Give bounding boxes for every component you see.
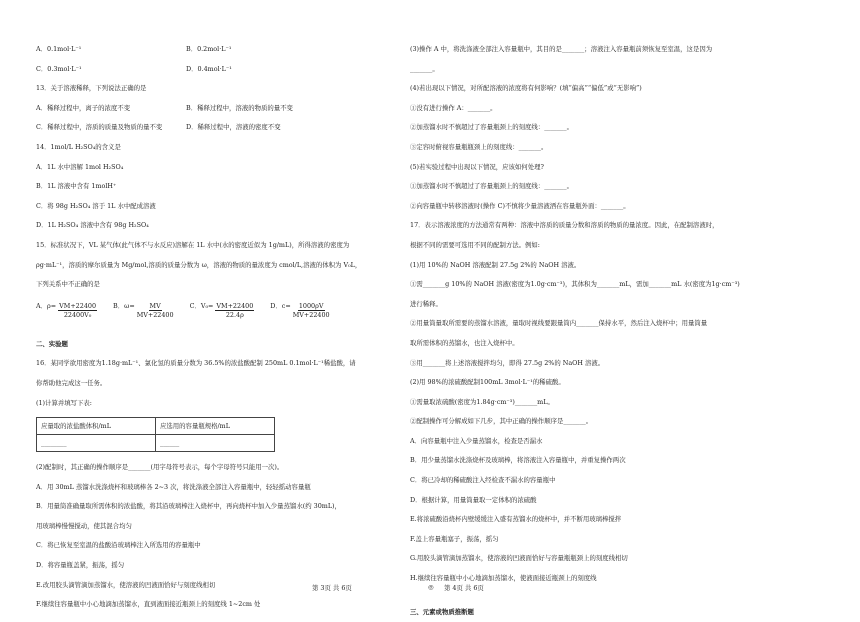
fraction-numerator: 1000ρV bbox=[298, 301, 324, 310]
q15-formula-b bbox=[113, 297, 174, 319]
q16-step-b-cont: 用玻璃棒慢慢搅动，使其混合均匀 bbox=[36, 521, 132, 530]
q16-cont-line: _______。 bbox=[410, 64, 439, 73]
q14-option-c: C．将 98g H₂SO₄ 溶于 1L 水中配成溶液 bbox=[36, 201, 156, 210]
fraction-denominator: 22400V₀ bbox=[63, 310, 92, 319]
fraction-denominator: MV+22400 bbox=[136, 310, 174, 319]
q16-part2-line: (2)配制时，其正确的操作顺序是_______(用字母符号表示，每个字母符号只能用一次)。 bbox=[36, 463, 284, 472]
q17-step-g: G.用胶头滴管滴加蒸馏水，使溶液的凹液面恰好与容量瓶瓶颈上的刻度线相切 bbox=[410, 554, 628, 563]
q16-line-1: 16．某同学欲用密度为1.18g·mL⁻¹、氯化氢的质量分数为 36.5%的浓盐酸配制 250mL 0.1mol·L⁻¹稀盐酸，请 bbox=[36, 359, 356, 368]
page-footer-left: 第 3页 共 6页 bbox=[312, 584, 352, 592]
q15-line-2: ρg·mL⁻¹，溶质的摩尔质量为 Mg/mol,溶质的质量分数为 ω，溶液的物质的量浓度为 cmol/L,溶液的体积为 V₀L， bbox=[36, 260, 362, 269]
q16-cont-line: (3)操作 A 中，将洗涤液全部注入容量瓶中，其目的是_______；溶液注入容量瓶前须恢复至室温，这是因为 bbox=[410, 45, 713, 53]
q17-line: ②配制操作可分解成如下几步，其中正确的操作顺序是_______。 bbox=[410, 417, 593, 426]
q13-stem: 13．关于溶液稀释，下列说法正确的是 bbox=[36, 84, 147, 93]
q14-stem: 14．1mol/L H₂SO₄的含义是 bbox=[36, 142, 121, 151]
section-heading-experiment: 二、实验题 bbox=[36, 339, 68, 348]
formula-prefix: A．ρ= bbox=[36, 301, 57, 310]
right-column bbox=[410, 40, 798, 622]
q17-step-a: A．向容量瓶中注入少量蒸馏水，检查是否漏水 bbox=[410, 436, 543, 445]
q17-line: 取所需体积的蒸馏水，也注入烧杯中。 bbox=[410, 338, 519, 347]
table-header-cell: 应量取的浓盐酸体积/mL bbox=[37, 418, 156, 435]
q15-formula-a bbox=[36, 297, 97, 319]
fraction bbox=[215, 302, 254, 319]
q17-line: ①需量取浓硫酸(密度为1.84g·cm⁻³)_______mL。 bbox=[410, 397, 554, 406]
q16-cont-line: ②向容量瓶中转移溶液时(操作 C)不慎将少量溶液洒在容量瓶外面：_______。 bbox=[410, 201, 630, 210]
q17-step-h: H.继续往容量瓶中小心地滴加蒸馏水，使液面接近瓶颈上的刻度线 bbox=[410, 574, 597, 583]
q16-answer-table bbox=[36, 417, 275, 452]
q13-option-b: B．稀释过程中，溶液的物质的量不变 bbox=[186, 103, 293, 112]
q13-options-row-2 bbox=[36, 118, 408, 138]
q13-options-row-1 bbox=[36, 99, 408, 119]
q17-step-c: C．将已冷却的稀硫酸注入经检查不漏水的容量瓶中 bbox=[410, 476, 556, 485]
q13-option-d: D．稀释过程中，溶液的密度不变 bbox=[186, 123, 281, 132]
q15-line-3: 下列关系中不正确的是 bbox=[36, 280, 100, 289]
q16-step-a: A．用 30mL 蒸馏水洗涤烧杯和玻璃棒各 2~3 次，将洗涤液全部注入容量瓶中，轻轻摇动容量瓶 bbox=[36, 482, 311, 491]
q16-step-c: C．将已恢复至室温的盐酸沿玻璃棒注入所选用的容量瓶中 bbox=[36, 541, 201, 550]
q12-option-b: B．0.2mol·L⁻¹ bbox=[186, 45, 232, 53]
left-column bbox=[36, 40, 408, 615]
q16-cont-line: ①没有进行操作 A：_______。 bbox=[410, 103, 497, 112]
q17-line: (2)用 98%的浓硫酸配制100mL 3mol·L⁻¹的稀硫酸。 bbox=[410, 378, 565, 387]
fraction-denominator: MV+22400 bbox=[292, 310, 330, 319]
q17-line: ③用_______将上述溶液搅拌均匀，即得 27.5g 2%的 NaOH 溶液。 bbox=[410, 358, 605, 367]
fraction bbox=[58, 302, 97, 319]
q15-formula-options bbox=[36, 295, 408, 321]
q16-line-3: (1)计算并填写下表: bbox=[36, 398, 92, 407]
q16-cont-line: (4)若出现以下情况，对所配溶液的浓度将有何影响？(填“偏高”“偏低”或“无影响”) bbox=[410, 84, 642, 93]
q15-formula-c bbox=[190, 297, 255, 319]
formula-prefix: B．ω= bbox=[113, 301, 135, 310]
q17-step-e: E.将浓硫酸沿烧杯内壁缓缓注入盛有蒸馏水的烧杯中，并不断用玻璃棒搅拌 bbox=[410, 515, 622, 524]
q16-line-2: 你帮助他完成这一任务。 bbox=[36, 378, 107, 387]
fraction bbox=[293, 302, 330, 319]
q12-option-d: D．0.4mol·L⁻¹ bbox=[186, 64, 232, 73]
fraction-denominator: 22.4ρ bbox=[225, 310, 244, 319]
fraction bbox=[137, 302, 174, 319]
q15-formula-d bbox=[270, 297, 329, 319]
q14-option-d: D．1L H₂SO₄ 溶液中含有 98g H₂SO₄ bbox=[36, 221, 149, 230]
q12-options-row-1 bbox=[36, 40, 408, 60]
q14-option-b: B．1L 溶液中含有 1molH⁺ bbox=[36, 182, 117, 191]
q14-option-a: A．1L 水中溶解 1mol H₂SO₄ bbox=[36, 162, 124, 171]
q17-step-d: D．根据计算，用量筒量取一定体积的浓硫酸 bbox=[410, 495, 537, 504]
q16-cont-line: ②加蒸馏水时不慎超过了容量瓶颈上的刻度线：_______。 bbox=[410, 123, 573, 132]
q17-line: ②用量筒量取所需要的蒸馏水溶液，量取时视线要跟量筒内_______保持水平，然后注入烧杯中；用量筒量 bbox=[410, 319, 708, 328]
table-blank-cell: ______ bbox=[156, 435, 275, 452]
section-heading-inference: 三、元素或物质推断题 bbox=[410, 607, 474, 616]
q15-line-1: 15．标准状况下，VL 某气体(此气体不与水反应)溶解在 1L 水中(水的密度近似为 1g/mL)，所得溶液的密度为 bbox=[36, 240, 350, 249]
page-footer-right: 第 4页 共 6页 bbox=[444, 584, 484, 592]
center-binding-mark: ◎ bbox=[428, 583, 434, 591]
q16-step-d: D．将容量瓶盖紧，振荡，摇匀 bbox=[36, 561, 125, 570]
q17-step-b: B．用少量蒸馏水洗涤烧杯及玻璃棒，将溶液注入容量瓶中，并重复操作两次 bbox=[410, 456, 626, 465]
table-blank-cell: ________ bbox=[37, 435, 156, 452]
q16-step-e: E.改用胶头滴管滴加蒸馏水，使溶液的凹液面恰好与刻度线相切 bbox=[36, 580, 216, 589]
fraction-numerator: MV bbox=[149, 301, 161, 310]
q17-line: ①需_______g 10%的 NaOH 溶液(密度为1.0g·cm⁻³)，其体积为_______mL，需加_______mL 水(密度为1g·cm⁻³) bbox=[410, 280, 740, 289]
q17-line: (1)用 10%的 NaOH 溶液配制 27.5g 2%的 NaOH 溶液。 bbox=[410, 260, 581, 269]
q16-step-f: F.继续往容量瓶中小心地滴加蒸馏水，直到液面接近瓶颈上的刻度线 1~2cm 处 bbox=[36, 600, 261, 609]
formula-prefix: C．V₀= bbox=[189, 301, 214, 310]
q12-options-row-2 bbox=[36, 60, 408, 80]
fraction-numerator: VM+22400 bbox=[59, 301, 97, 310]
q16-step-b: B．用量筒准确量取所需体积的浓盐酸，将其沿玻璃棒注入烧杯中，再向烧杯中加入少量蒸馏水(约 30mL)， bbox=[36, 502, 341, 511]
formula-prefix: D．c= bbox=[270, 301, 291, 310]
q17-line: 根据不同的需要可选用不同的配制方法。例如: bbox=[410, 240, 540, 249]
q17-line: 17．表示溶液浓度的方法通常有两种：溶液中溶质的质量分数和溶质的物质的量浓度。因此，在配制溶液时， bbox=[410, 221, 719, 230]
q13-option-c: C．稀释过程中，溶质的质量及物质的量不变 bbox=[36, 123, 163, 132]
q13-option-a: A．稀释过程中，离子的浓度不变 bbox=[36, 103, 131, 112]
q16-cont-line: (5)若实验过程中出现以下情况，应该如何处理? bbox=[410, 162, 544, 171]
q17-line: 进行稀释。 bbox=[410, 299, 442, 308]
fraction-numerator: VM+22400 bbox=[216, 301, 254, 310]
q16-cont-line: ①加蒸馏水时不慎超过了容量瓶颈上的刻度线：_______。 bbox=[410, 182, 573, 191]
q17-step-f: F.盖上容量瓶塞子，振荡，摇匀 bbox=[410, 534, 499, 543]
q16-cont-line: ③定容时俯视容量瓶瓶颈上的刻度线：_______。 bbox=[410, 142, 548, 151]
table-header-cell: 应选用的容量瓶规格/mL bbox=[156, 418, 275, 435]
q12-option-a: A．0.1mol·L⁻¹ bbox=[36, 45, 82, 53]
q12-option-c: C．0.3mol·L⁻¹ bbox=[36, 64, 82, 73]
